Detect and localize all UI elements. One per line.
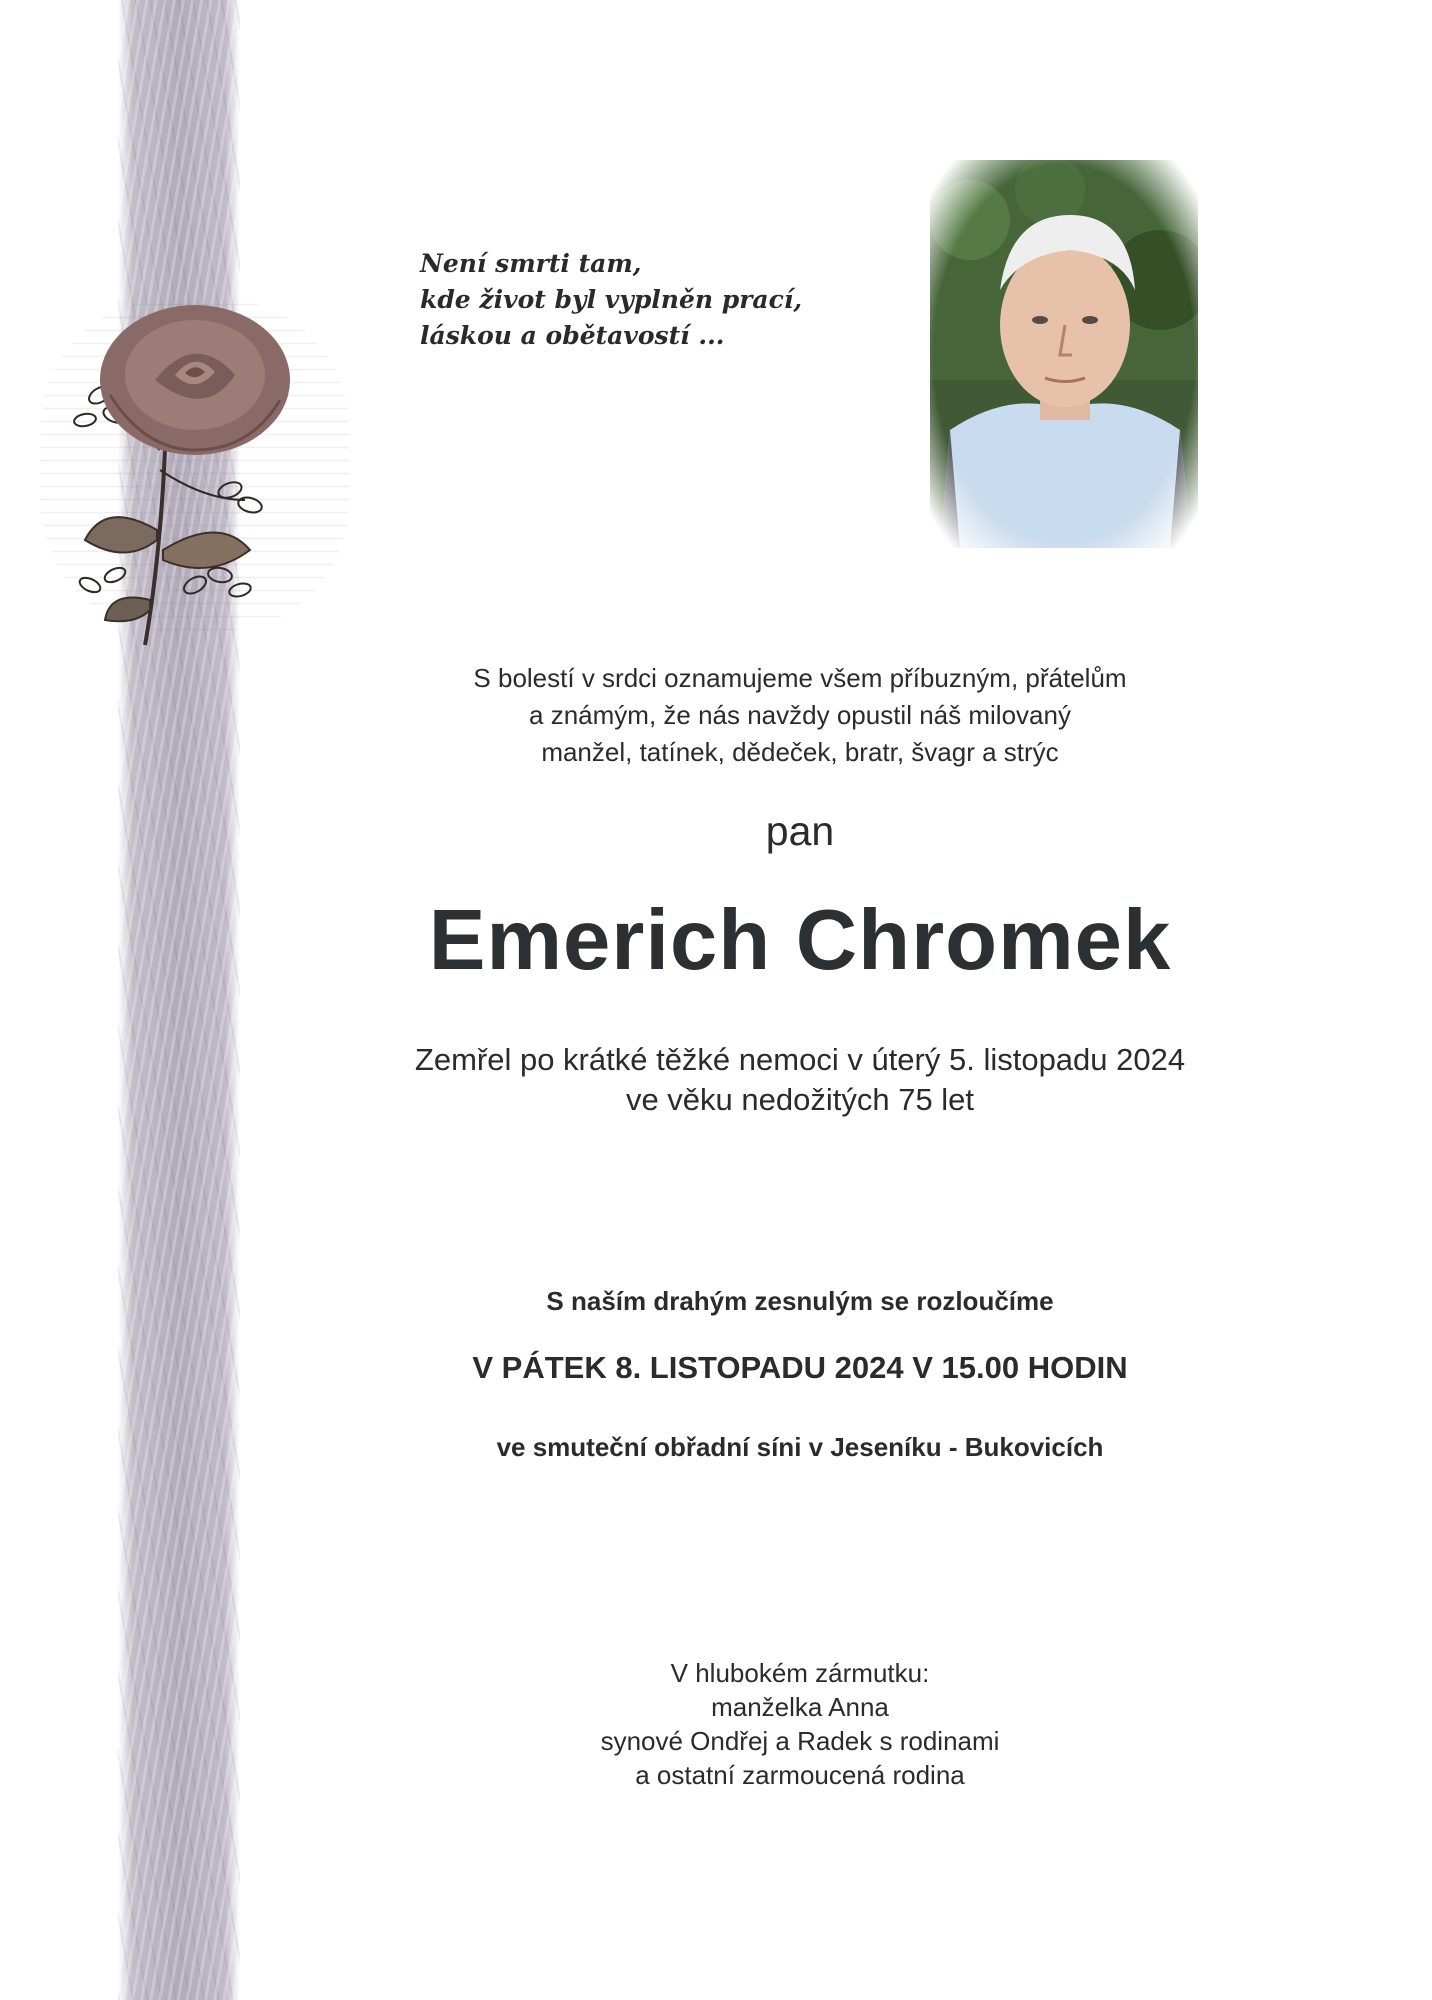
- deceased-name: Emerich Chromek: [428, 893, 1172, 988]
- funeral-datetime: V PÁTEK 8. LISTOPADU 2024 V 15.00 HODIN: [472, 1350, 1128, 1385]
- mourners-line: V hlubokém zármutku:: [670, 1658, 930, 1688]
- funeral-place: ve smuteční obřadní síni v Jeseníku - Bukovicích: [496, 1432, 1104, 1462]
- quote-line: Není smrti tam,: [420, 249, 642, 278]
- announcement-text: [380, 660, 1220, 771]
- death-line: Zemřel po krátké těžké nemoci v úterý 5. listopadu 2024: [414, 1042, 1186, 1077]
- rose-icon: [45, 300, 345, 660]
- memorial-quote: [420, 246, 870, 354]
- mourners-line: synové Ondřej a Radek s rodinami: [600, 1726, 1000, 1756]
- death-line: ve věku nedožitých 75 let: [625, 1082, 975, 1117]
- mourners-list: [380, 1656, 1220, 1792]
- mourners-line: a ostatní zarmoucená rodina: [635, 1760, 965, 1790]
- farewell-intro: S naším drahým zesnulým se rozloučíme: [546, 1286, 1054, 1316]
- announcement-line: manžel, tatínek, dědeček, bratr, švagr a strýc: [541, 737, 1059, 767]
- quote-line: kde život byl vyplněn prací,: [420, 285, 803, 314]
- announcement-line: a známým, že nás navždy opustil náš milovaný: [529, 700, 1071, 730]
- mourners-line: manželka Anna: [711, 1692, 889, 1722]
- salutation: pan: [765, 808, 835, 854]
- announcement-line: S bolestí v srdci oznamujeme všem příbuzným, přátelům: [473, 663, 1127, 693]
- quote-line: láskou a obětavostí ...: [420, 321, 725, 350]
- death-notice: [340, 1040, 1260, 1120]
- portrait-photo: [930, 160, 1198, 548]
